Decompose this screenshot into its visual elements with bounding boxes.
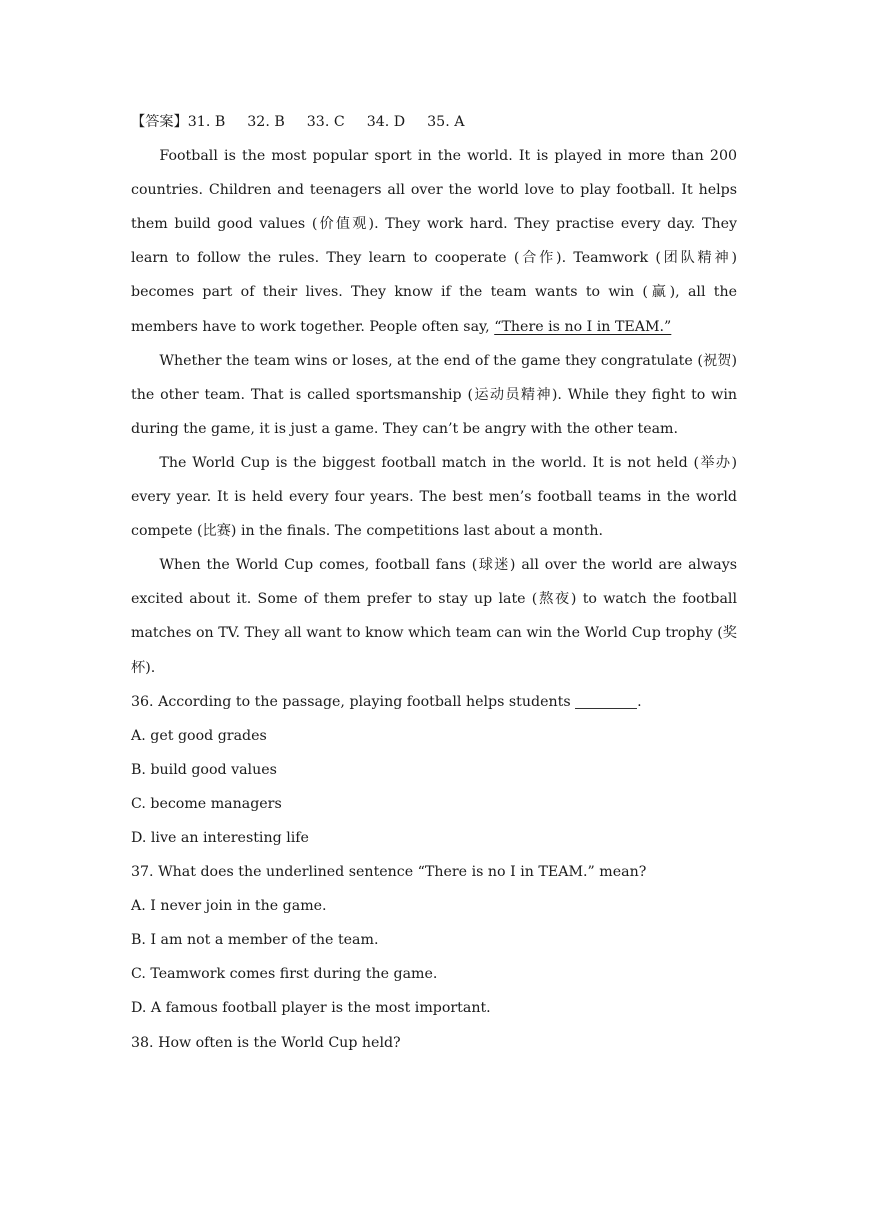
question-37-option-d: D. A famous football player is the most important. bbox=[131, 1000, 491, 1017]
question-37-stem: 37. What does the underlined sentence “There is no I in TEAM.” mean? bbox=[131, 864, 647, 881]
answer-item: 32. B bbox=[247, 114, 285, 130]
question-36-option-a: A. get good grades bbox=[131, 727, 267, 744]
question-36-option-b: B. build good values bbox=[131, 761, 277, 778]
question-36-option-d: D. live an interesting life bbox=[131, 829, 309, 846]
answer-key-label: 【答案】 bbox=[131, 114, 188, 130]
question-37-option-a: A. I never join in the game. bbox=[131, 898, 327, 915]
answer-item: 31. B bbox=[187, 114, 226, 130]
answer-key bbox=[131, 105, 737, 139]
question-38-stem: 38. How often is the World Cup held? bbox=[131, 1034, 401, 1051]
question-37-option-b: B. I am not a member of the team. bbox=[131, 932, 379, 949]
answer-item: 33. C bbox=[306, 114, 345, 130]
document-page bbox=[131, 105, 737, 1060]
passage-paragraph-4: When the World Cup comes, football fans (球迷) all over the world are always excited about it. Some of them prefer to stay up late (熬夜) to watch the football matches on TV. They all want to know which team can win the World Cup trophy (奖杯). bbox=[131, 557, 737, 676]
underlined-sentence: “There is no I in TEAM.” bbox=[494, 318, 672, 335]
answer-item: 35. A bbox=[427, 114, 465, 130]
question-37-option-c: C. Teamwork comes first during the game. bbox=[131, 966, 438, 983]
question-36-stem: 36. According to the passage, playing football helps students . bbox=[131, 693, 642, 710]
question-36-option-c: C. become managers bbox=[131, 795, 282, 812]
passage-paragraph-2: Whether the team wins or loses, at the end of the game they congratulate (祝贺) the other team. That is called sportsmanship (运动员精神). While they fight to win during the game, it is just a game. They can’t be angry with the other team. bbox=[131, 352, 737, 437]
passage-paragraph-1: Football is the most popular sport in the world. It is played in more than 200 countries. Children and teenagers all over the world love to play football. It helps them build good values (价值观). They work hard. They practise every day. They learn to follow the rules. They learn to cooperate (合作). Teamwork (团队精神) becomes part of their lives. They know if the team wants to win (赢), all the members have to work together. People often say, “There is no I in TEAM.” bbox=[131, 148, 737, 335]
answer-item: 34. D bbox=[366, 114, 406, 130]
passage-paragraph-3: The World Cup is the biggest football match in the world. It is not held (举办) every year. It is held every four years. The best men’s football teams in the world compete (比赛) in the finals. The competitions last about a month. bbox=[131, 454, 737, 540]
answer-blank bbox=[575, 693, 637, 708]
